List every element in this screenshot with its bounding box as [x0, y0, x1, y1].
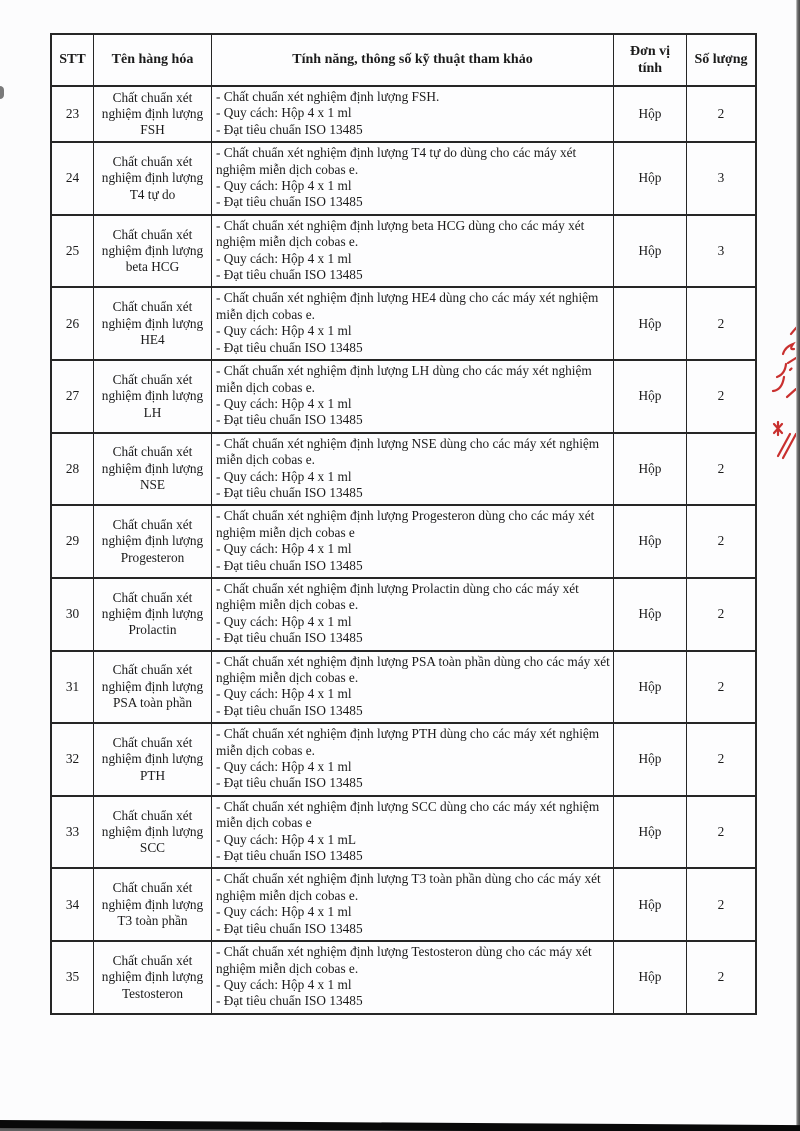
spec-line-standard: - Đạt tiêu chuẩn ISO 13485 [216, 775, 363, 791]
spec-line-description: - Chất chuẩn xét nghiệm định lượng beta HCG dùng cho các máy xét nghiệm miễn dịch cobas e. [216, 217, 585, 250]
row-spec-cell [212, 724, 614, 795]
table-row [52, 216, 755, 289]
row-unit: Hộp [614, 434, 687, 505]
table-row [52, 652, 755, 725]
row-stt-number: 24 [52, 143, 94, 214]
row-spec-cell [212, 288, 614, 359]
spec-line-description: - Chất chuẩn xét nghiệm định lượng SCC dùng cho các máy xét nghiệm miễn dịch cobas e [216, 798, 600, 831]
product-spec-table [50, 33, 757, 1015]
table-row [52, 288, 755, 361]
row-stt-number: 26 [52, 288, 94, 359]
spec-line-standard: - Đạt tiêu chuẩn ISO 13485 [216, 121, 363, 137]
row-stt-number: 30 [52, 579, 94, 650]
row-spec-cell [212, 361, 614, 432]
spec-line-standard: - Đạt tiêu chuẩn ISO 13485 [216, 920, 363, 936]
table-row [52, 506, 755, 579]
row-stt-number: 31 [52, 652, 94, 723]
spec-line-standard: - Đạt tiêu chuẩn ISO 13485 [216, 484, 363, 500]
row-stt-number: 25 [52, 216, 94, 287]
row-unit: Hộp [614, 506, 687, 577]
row-spec-cell [212, 434, 614, 505]
row-spec-cell [212, 797, 614, 868]
row-quantity: 2 [717, 533, 725, 549]
table-row [52, 579, 755, 652]
scan-bottom-edge-shadow [0, 1120, 800, 1131]
row-product-name: Chất chuẩn xét nghiệm định lượng FSH [94, 87, 212, 141]
spec-line-description: - Chất chuẩn xét nghiệm định lượng HE4 dùng cho các máy xét nghiệm miễn dịch cobas e. [216, 290, 599, 322]
row-quantity: 2 [717, 460, 725, 476]
row-unit: Hộp [614, 797, 687, 868]
row-spec-cell [212, 579, 614, 650]
table-row [52, 869, 755, 942]
row-stt-number: 27 [52, 361, 94, 432]
row-stt-number: 34 [52, 869, 94, 940]
row-unit: Hộp [614, 216, 687, 287]
spec-line-packaging: - Quy cách: Hộp 4 x 1 ml [216, 323, 352, 339]
row-unit: Hộp [614, 143, 687, 214]
table-row [52, 87, 755, 143]
row-quantity: 2 [717, 969, 725, 985]
spec-line-packaging: - Quy cách: Hộp 4 x 1 ml [216, 250, 352, 266]
spec-line-description: - Chất chuẩn xét nghiệm định lượng Prolactin dùng cho các máy xét nghiệm miễn dịch cobas e. [216, 580, 579, 613]
row-stt-number: 28 [52, 434, 94, 505]
header-unit: Đơn vị tính [614, 35, 687, 85]
row-spec-cell [212, 87, 614, 141]
row-quantity: 2 [717, 388, 725, 404]
row-quantity: 2 [717, 105, 725, 121]
spec-line-packaging: - Quy cách: Hộp 4 x 1 ml [216, 395, 352, 411]
table-body [52, 87, 755, 1013]
spec-line-description: - Chất chuẩn xét nghiệm định lượng Progesteron dùng cho các máy xét nghiệm miễn dịch cobas e [216, 508, 595, 540]
spec-line-packaging: - Quy cách: Hộp 4 x 1 ml [216, 541, 352, 557]
spec-line-standard: - Đạt tiêu chuẩn ISO 13485 [216, 267, 363, 283]
row-product-name: Chất chuẩn xét nghiệm định lượng Progesteron [94, 506, 212, 577]
scan-left-edge-mark [0, 86, 4, 99]
spec-line-description: - Chất chuẩn xét nghiệm định lượng T4 tự do dùng cho các máy xét nghiệm miễn dịch cobas e. [216, 145, 577, 177]
row-product-name: Chất chuẩn xét nghiệm định lượng PSA toàn phần [94, 652, 212, 723]
row-quantity: 2 [717, 315, 725, 331]
row-product-name: Chất chuẩn xét nghiệm định lượng NSE [94, 434, 212, 505]
spec-line-packaging: - Quy cách: Hộp 4 x 1 ml [216, 759, 352, 775]
spec-line-packaging: - Quy cách: Hộp 4 x 1 ml [216, 904, 352, 920]
row-stt-number: 35 [52, 942, 94, 1013]
row-stt-number: 29 [52, 506, 94, 577]
spec-line-packaging: - Quy cách: Hộp 4 x 1 ml [216, 613, 352, 629]
table-row [52, 361, 755, 434]
table-row [52, 797, 755, 870]
row-quantity: 2 [717, 896, 725, 912]
header-quantity: Số lượng [694, 52, 748, 68]
spec-line-packaging: - Quy cách: Hộp 4 x 1 ml [216, 178, 352, 194]
spec-line-description: - Chất chuẩn xét nghiệm định lượng T3 toàn phần dùng cho các máy xét nghiệm miễn dịch cobas e. [216, 871, 601, 903]
red-ink-handwriting-mark [757, 324, 799, 476]
spec-line-description: - Chất chuẩn xét nghiệm định lượng NSE dùng cho các máy xét nghiệm miễn dịch cobas e. [216, 435, 600, 468]
row-unit: Hộp [614, 869, 687, 940]
row-quantity: 2 [717, 823, 725, 839]
row-stt-number: 32 [52, 724, 94, 795]
row-quantity: 2 [717, 751, 725, 767]
spec-line-standard: - Đạt tiêu chuẩn ISO 13485 [216, 412, 363, 428]
spec-line-standard: - Đạt tiêu chuẩn ISO 13485 [216, 194, 363, 210]
row-stt-number: 23 [52, 87, 94, 141]
row-quantity: 2 [717, 606, 725, 622]
spec-line-packaging: - Quy cách: Hộp 4 x 1 ml [216, 468, 352, 484]
row-product-name: Chất chuẩn xét nghiệm định lượng T3 toàn phần [94, 869, 212, 940]
spec-line-standard: - Đạt tiêu chuẩn ISO 13485 [216, 993, 363, 1009]
row-unit: Hộp [614, 652, 687, 723]
spec-line-packaging: - Quy cách: Hộp 4 x 1 ml [216, 105, 352, 121]
row-product-name: Chất chuẩn xét nghiệm định lượng T4 tự do [94, 143, 212, 214]
row-unit: Hộp [614, 724, 687, 795]
header-spec: Tính năng, thông số kỹ thuật tham khảo [212, 35, 614, 85]
row-quantity: 3 [717, 170, 725, 186]
row-spec-cell [212, 942, 614, 1013]
row-unit: Hộp [614, 361, 687, 432]
spec-line-standard: - Đạt tiêu chuẩn ISO 13485 [216, 557, 363, 573]
spec-line-description: - Chất chuẩn xét nghiệm định lượng LH dùng cho các máy xét nghiệm miễn dịch cobas e. [216, 363, 592, 395]
table-row [52, 942, 755, 1013]
row-unit: Hộp [614, 288, 687, 359]
row-quantity: 2 [717, 678, 725, 694]
spec-line-standard: - Đạt tiêu chuẩn ISO 13485 [216, 848, 363, 864]
row-unit: Hộp [614, 579, 687, 650]
spec-line-packaging: - Quy cách: Hộp 4 x 1 ml [216, 686, 352, 702]
row-unit: Hộp [614, 942, 687, 1013]
scan-right-edge-shadow [796, 0, 800, 1131]
row-product-name: Chất chuẩn xét nghiệm định lượng HE4 [94, 288, 212, 359]
row-product-name: Chất chuẩn xét nghiệm định lượng PTH [94, 724, 212, 795]
spec-line-packaging: - Quy cách: Hộp 4 x 1 ml [216, 976, 352, 992]
row-product-name: Chất chuẩn xét nghiệm định lượng Prolactin [94, 579, 212, 650]
row-quantity: 3 [717, 242, 725, 258]
table-row [52, 724, 755, 797]
table-row [52, 434, 755, 507]
spec-line-description: - Chất chuẩn xét nghiệm định lượng Testosteron dùng cho các máy xét nghiệm miễn dịch cobas e. [216, 944, 592, 976]
row-product-name: Chất chuẩn xét nghiệm định lượng SCC [94, 797, 212, 868]
row-spec-cell [212, 652, 614, 723]
row-product-name: Chất chuẩn xét nghiệm định lượng LH [94, 361, 212, 432]
header-stt: STT [52, 35, 94, 85]
row-spec-cell [212, 506, 614, 577]
row-spec-cell [212, 869, 614, 940]
spec-line-standard: - Đạt tiêu chuẩn ISO 13485 [216, 339, 363, 355]
table-header-row [52, 35, 755, 87]
spec-line-description: - Chất chuẩn xét nghiệm định lượng PTH dùng cho các máy xét nghiệm miễn dịch cobas e. [216, 726, 600, 758]
row-product-name: Chất chuẩn xét nghiệm định lượng beta HCG [94, 216, 212, 287]
row-product-name: Chất chuẩn xét nghiệm định lượng Testosteron [94, 942, 212, 1013]
row-spec-cell [212, 216, 614, 287]
spec-line-description: - Chất chuẩn xét nghiệm định lượng PSA toàn phần dùng cho các máy xét nghiệm miễn dịch cobas e. [216, 653, 610, 685]
row-stt-number: 33 [52, 797, 94, 868]
spec-line-standard: - Đạt tiêu chuẩn ISO 13485 [216, 630, 363, 646]
spec-line-packaging: - Quy cách: Hộp 4 x 1 mL [216, 831, 356, 847]
spec-line-standard: - Đạt tiêu chuẩn ISO 13485 [216, 702, 363, 718]
header-product-name: Tên hàng hóa [94, 35, 212, 85]
row-unit: Hộp [614, 87, 687, 141]
spec-line-description: - Chất chuẩn xét nghiệm định lượng FSH. [216, 89, 440, 104]
table-row [52, 143, 755, 216]
row-spec-cell [212, 143, 614, 214]
